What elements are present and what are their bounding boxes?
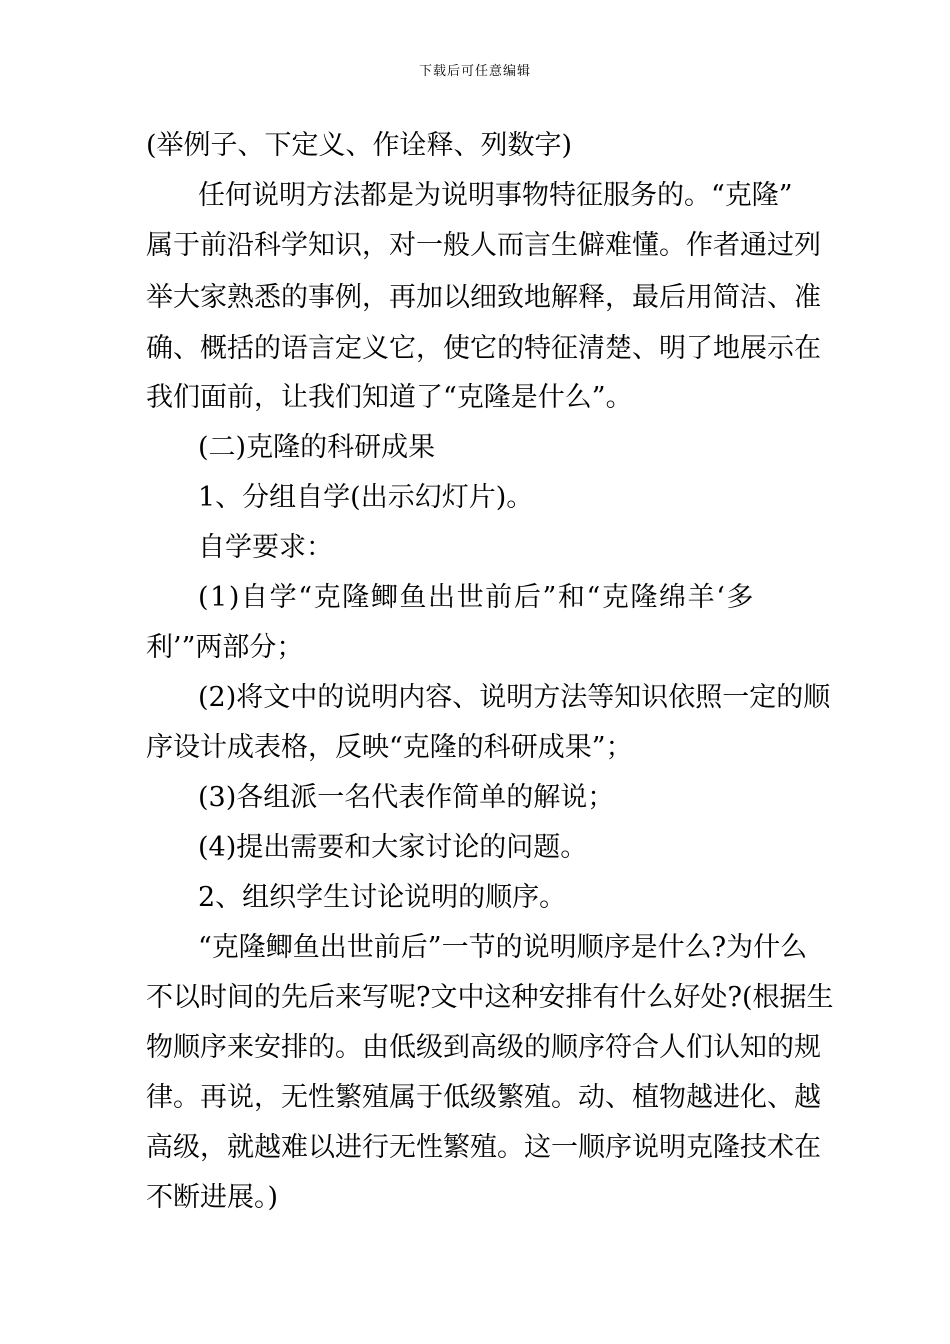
- text-line: (举例子、下定义、作诠释、列数字): [146, 130, 573, 161]
- text-line: 序设计成表格，反映“克隆的科研成果”；: [146, 732, 633, 763]
- text-line: (2)将文中的说明内容、说明方法等知识依照一定的顺: [198, 682, 831, 713]
- text-line: 不以时间的先后来写呢?文中这种安排有什么好处?(根据生: [146, 982, 834, 1013]
- text-line: 自学要求：: [198, 532, 333, 563]
- text-line: 利’”两部分；: [146, 632, 304, 663]
- text-line: 举大家熟悉的事例，再加以细致地解释，最后用简洁、准: [146, 282, 821, 313]
- text-line: (3)各组派一名代表作简单的解说；: [198, 782, 615, 813]
- text-line: 物顺序来安排的。由低级到高级的顺序符合人们认知的规: [146, 1032, 821, 1063]
- text-line: 不断进展。): [146, 1182, 279, 1213]
- section-heading: (二)克隆的科研成果: [198, 432, 436, 463]
- page-header: 下载后可任意编辑: [418, 64, 531, 79]
- text-line: “克隆鲫鱼出世前后”一节的说明顺序是什么?为什么: [198, 932, 808, 963]
- text-line: 律。再说，无性繁殖属于低级繁殖。动、植物越进化、越: [146, 1082, 821, 1113]
- text-line: (1)自学“克隆鲫鱼出世前后”和“克隆绵羊‘多: [198, 582, 756, 613]
- text-line: 确、概括的语言定义它，使它的特征清楚、明了地展示在: [146, 333, 821, 364]
- text-line: (4)提出需要和大家讨论的问题。: [198, 832, 588, 863]
- text-line: 1、分组自学(出示幻灯片)。: [198, 482, 534, 513]
- text-line: 属于前沿科学知识，对一般人而言生僻难懂。作者通过列: [146, 230, 821, 261]
- text-line: 任何说明方法都是为说明事物特征服务的。“克隆”: [198, 180, 793, 211]
- text-line: 2、组织学生讨论说明的顺序。: [198, 882, 567, 913]
- text-line: 高级，就越难以进行无性繁殖。这一顺序说明克隆技术在: [146, 1132, 821, 1163]
- text-line: 我们面前，让我们知道了“克隆是什么”。: [146, 382, 633, 413]
